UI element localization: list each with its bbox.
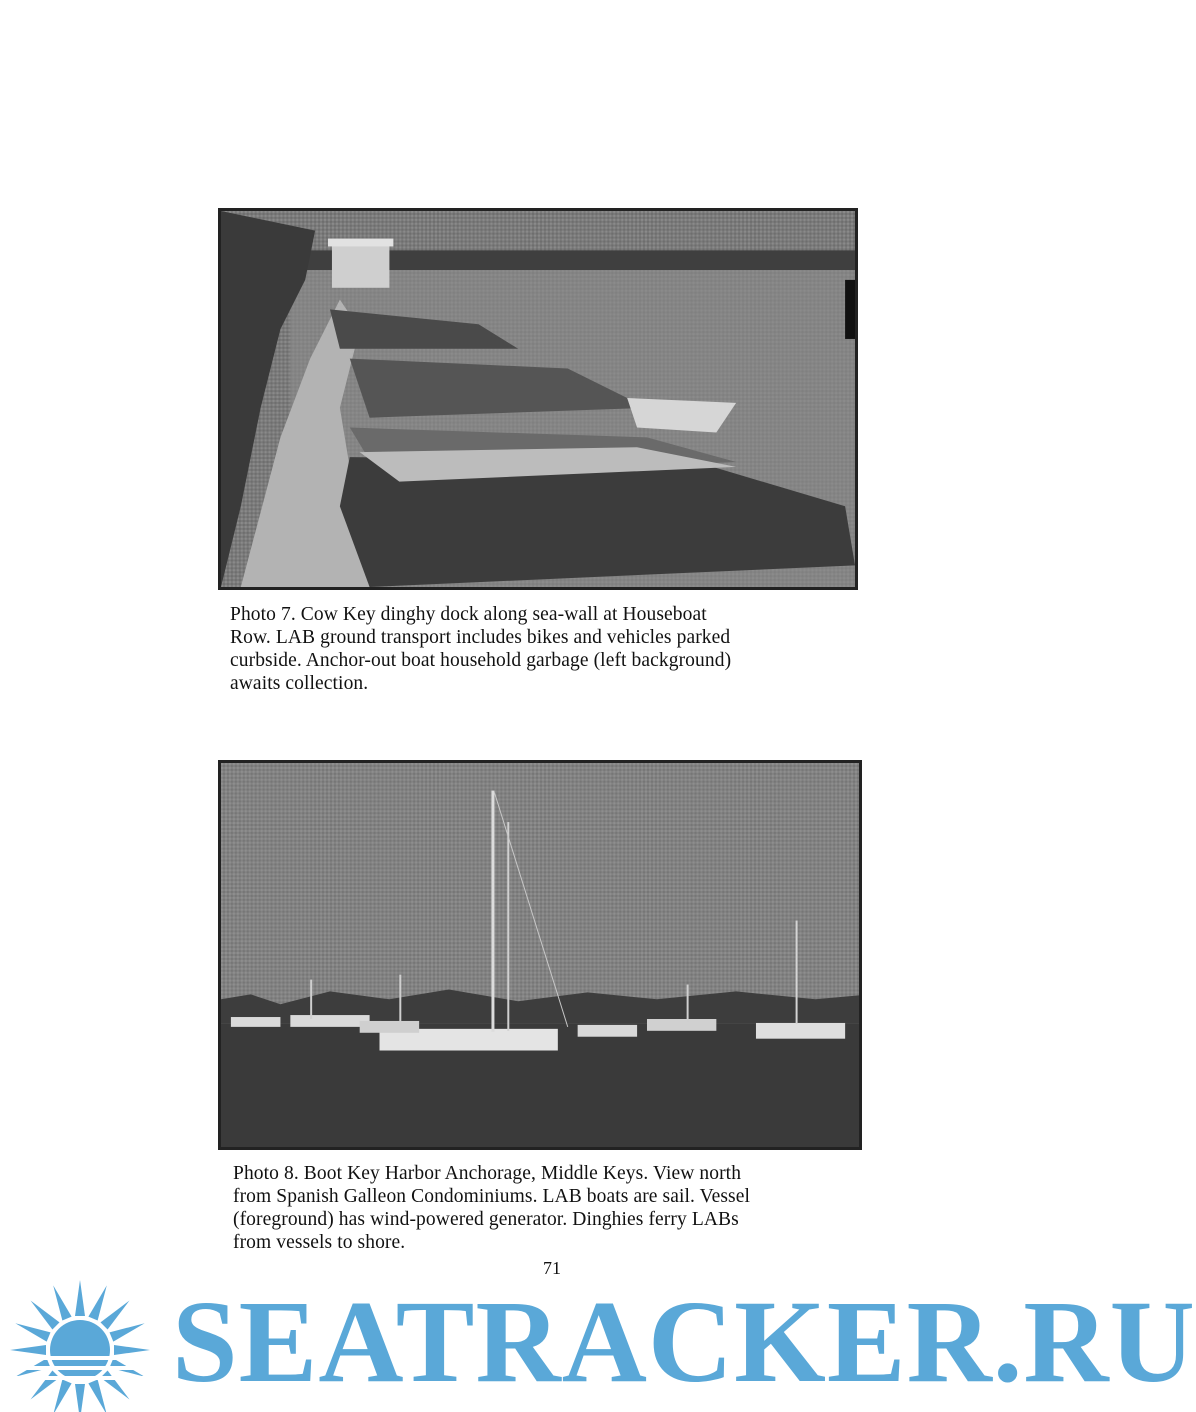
caption-line: from Spanish Galleon Condominiums. LAB boats are sail. Vessel	[233, 1186, 751, 1207]
watermark-text: SEATRACKER.RU	[172, 1276, 1196, 1407]
caption-line: awaits collection.	[230, 673, 369, 694]
caption-line: Photo 7. Cow Key dinghy dock along sea-wall at Houseboat	[230, 604, 707, 625]
photo-8	[218, 760, 862, 1150]
photo-8-image	[221, 763, 859, 1147]
caption-line: Row. LAB ground transport includes bikes and vehicles parked	[230, 627, 731, 648]
photo-8-caption	[233, 1162, 853, 1254]
page-number: 71	[543, 1258, 561, 1278]
caption-line: curbside. Anchor-out boat household garbage (left background)	[230, 650, 732, 671]
photo-7-image	[221, 211, 855, 587]
sun-icon	[8, 1280, 152, 1412]
photo-7-caption	[230, 603, 850, 695]
photo-7	[218, 208, 858, 590]
caption-line: (foreground) has wind-powered generator. Dinghies ferry LABs	[233, 1209, 739, 1230]
caption-line: Photo 8. Boot Key Harbor Anchorage, Middle Keys. View north	[233, 1163, 742, 1184]
caption-line: from vessels to shore.	[233, 1232, 406, 1253]
